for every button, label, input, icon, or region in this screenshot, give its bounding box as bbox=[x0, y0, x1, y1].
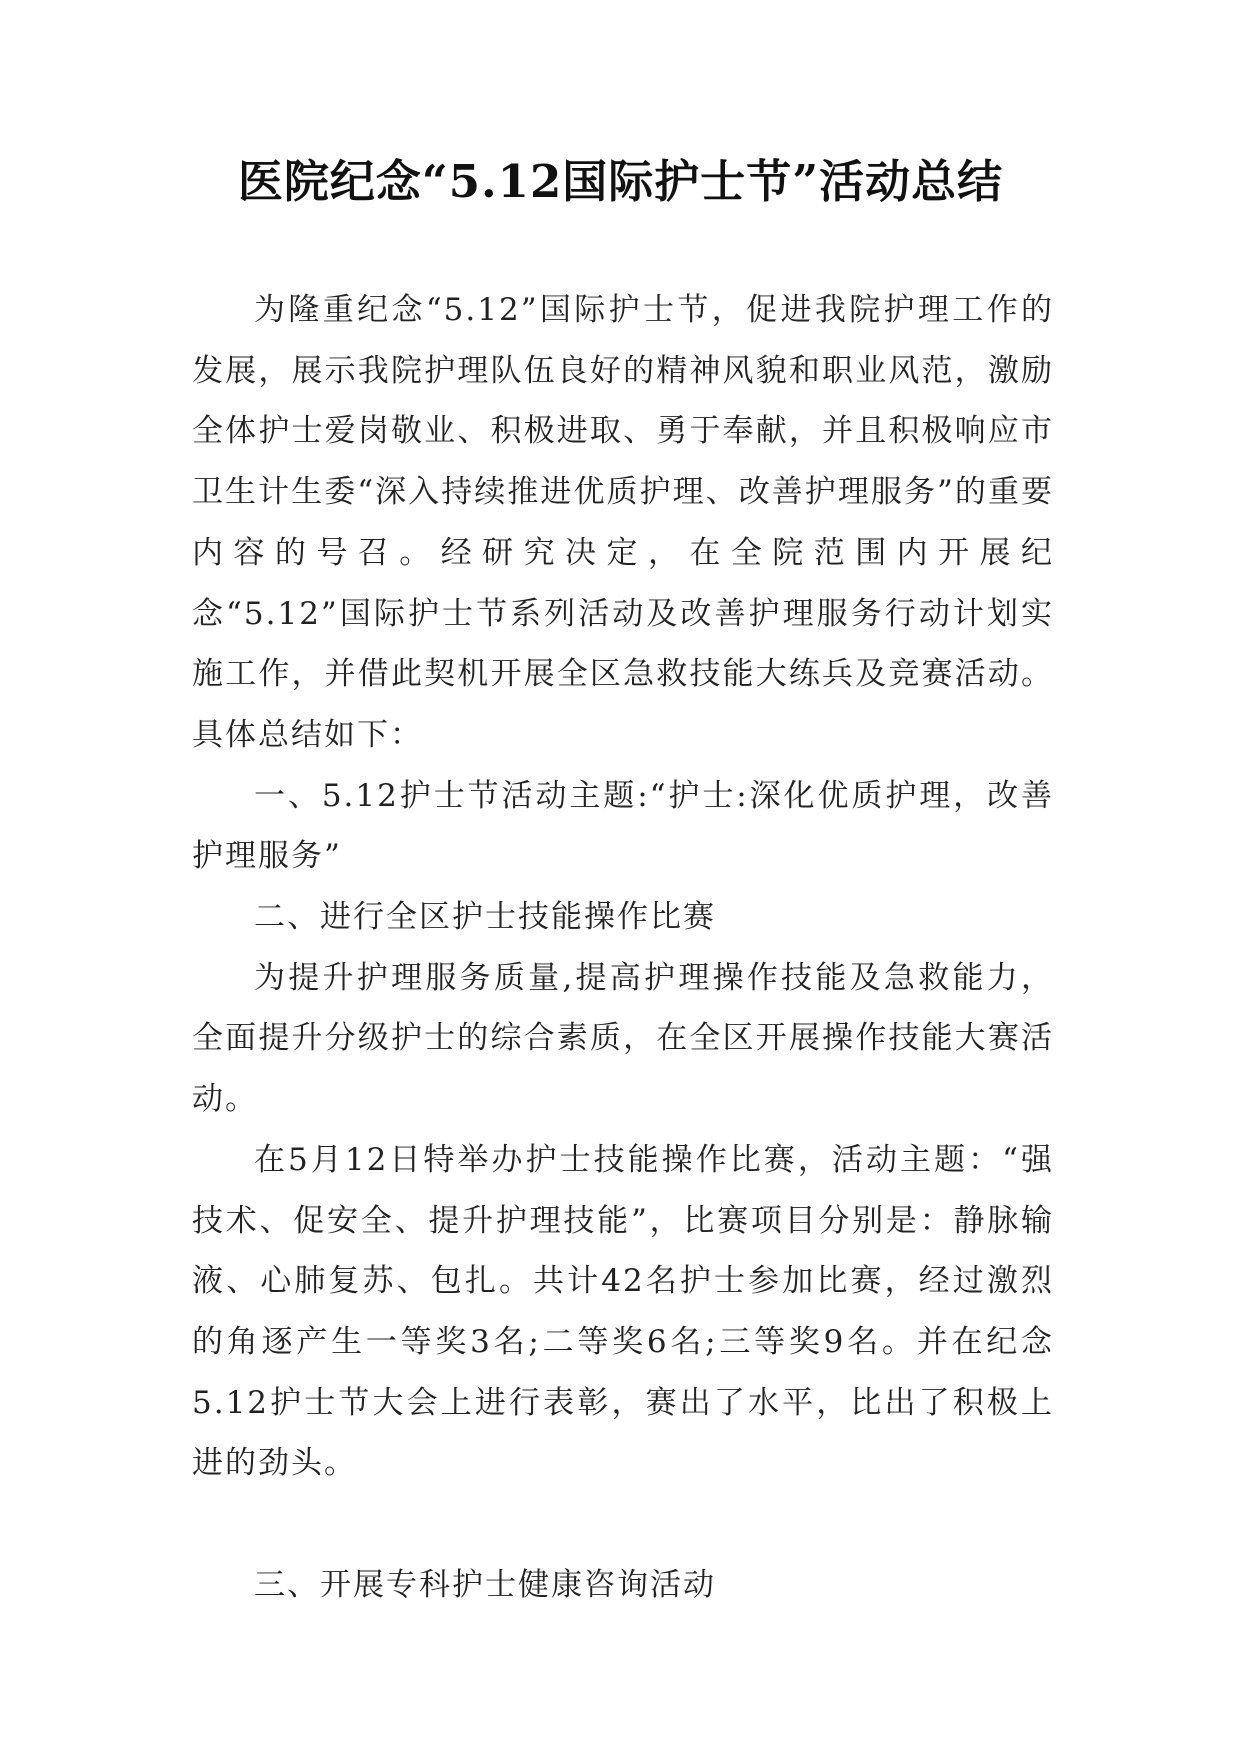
paragraph-section-2-details: 在5月12日特举办护士技能操作比赛，活动主题：“强技术、促安全、提升护理技能”，比赛项目分别是：静脉输液、心肺复苏、包扎。共计42名护士参加比赛，经过激烈的角逐产生一等奖3名;二等奖6名;三等奖9名。并在纪念5.12护士节大会上进行表彰，赛出了水平，比出了积极上进的劲头。 bbox=[192, 1141, 1054, 1482]
paragraph-section-1-theme: 一、5.12护士节活动主题:“护士:深化优质护理，改善护理服务” bbox=[192, 777, 1054, 875]
document-title: 医院纪念“5.12国际护士节”活动总结 bbox=[237, 155, 1004, 208]
paragraph-section-2-heading: 二、进行全区护士技能操作比赛 bbox=[254, 899, 716, 936]
paragraph-intro: 为隆重纪念“5.12”国际护士节，促进我院护理工作的发展，展示我院护理队伍良好的精神风貌和职业风范，激励全体护士爱岗敬业、积极进取、勇于奉献，并且积极响应市卫生计生委“深入持续推进优质护理、改善护理服务”的重要内容的号召。经研究决定，在全院范围内开展纪念“5.12”国际护士节系列活动及改善护理服务行动计划实施工作，并借此契机开展全区急救技能大练兵及竞赛活动。具体总结如下： bbox=[192, 292, 1054, 753]
document-body bbox=[192, 280, 1054, 1615]
paragraph-section-3-heading: 三、开展专科护士健康咨询活动 bbox=[254, 1566, 716, 1603]
paragraph-section-2-purpose: 为提升护理服务质量,提高护理操作技能及急救能力，全面提升分级护士的综合素质，在全区开展操作技能大赛活动。 bbox=[192, 959, 1054, 1118]
